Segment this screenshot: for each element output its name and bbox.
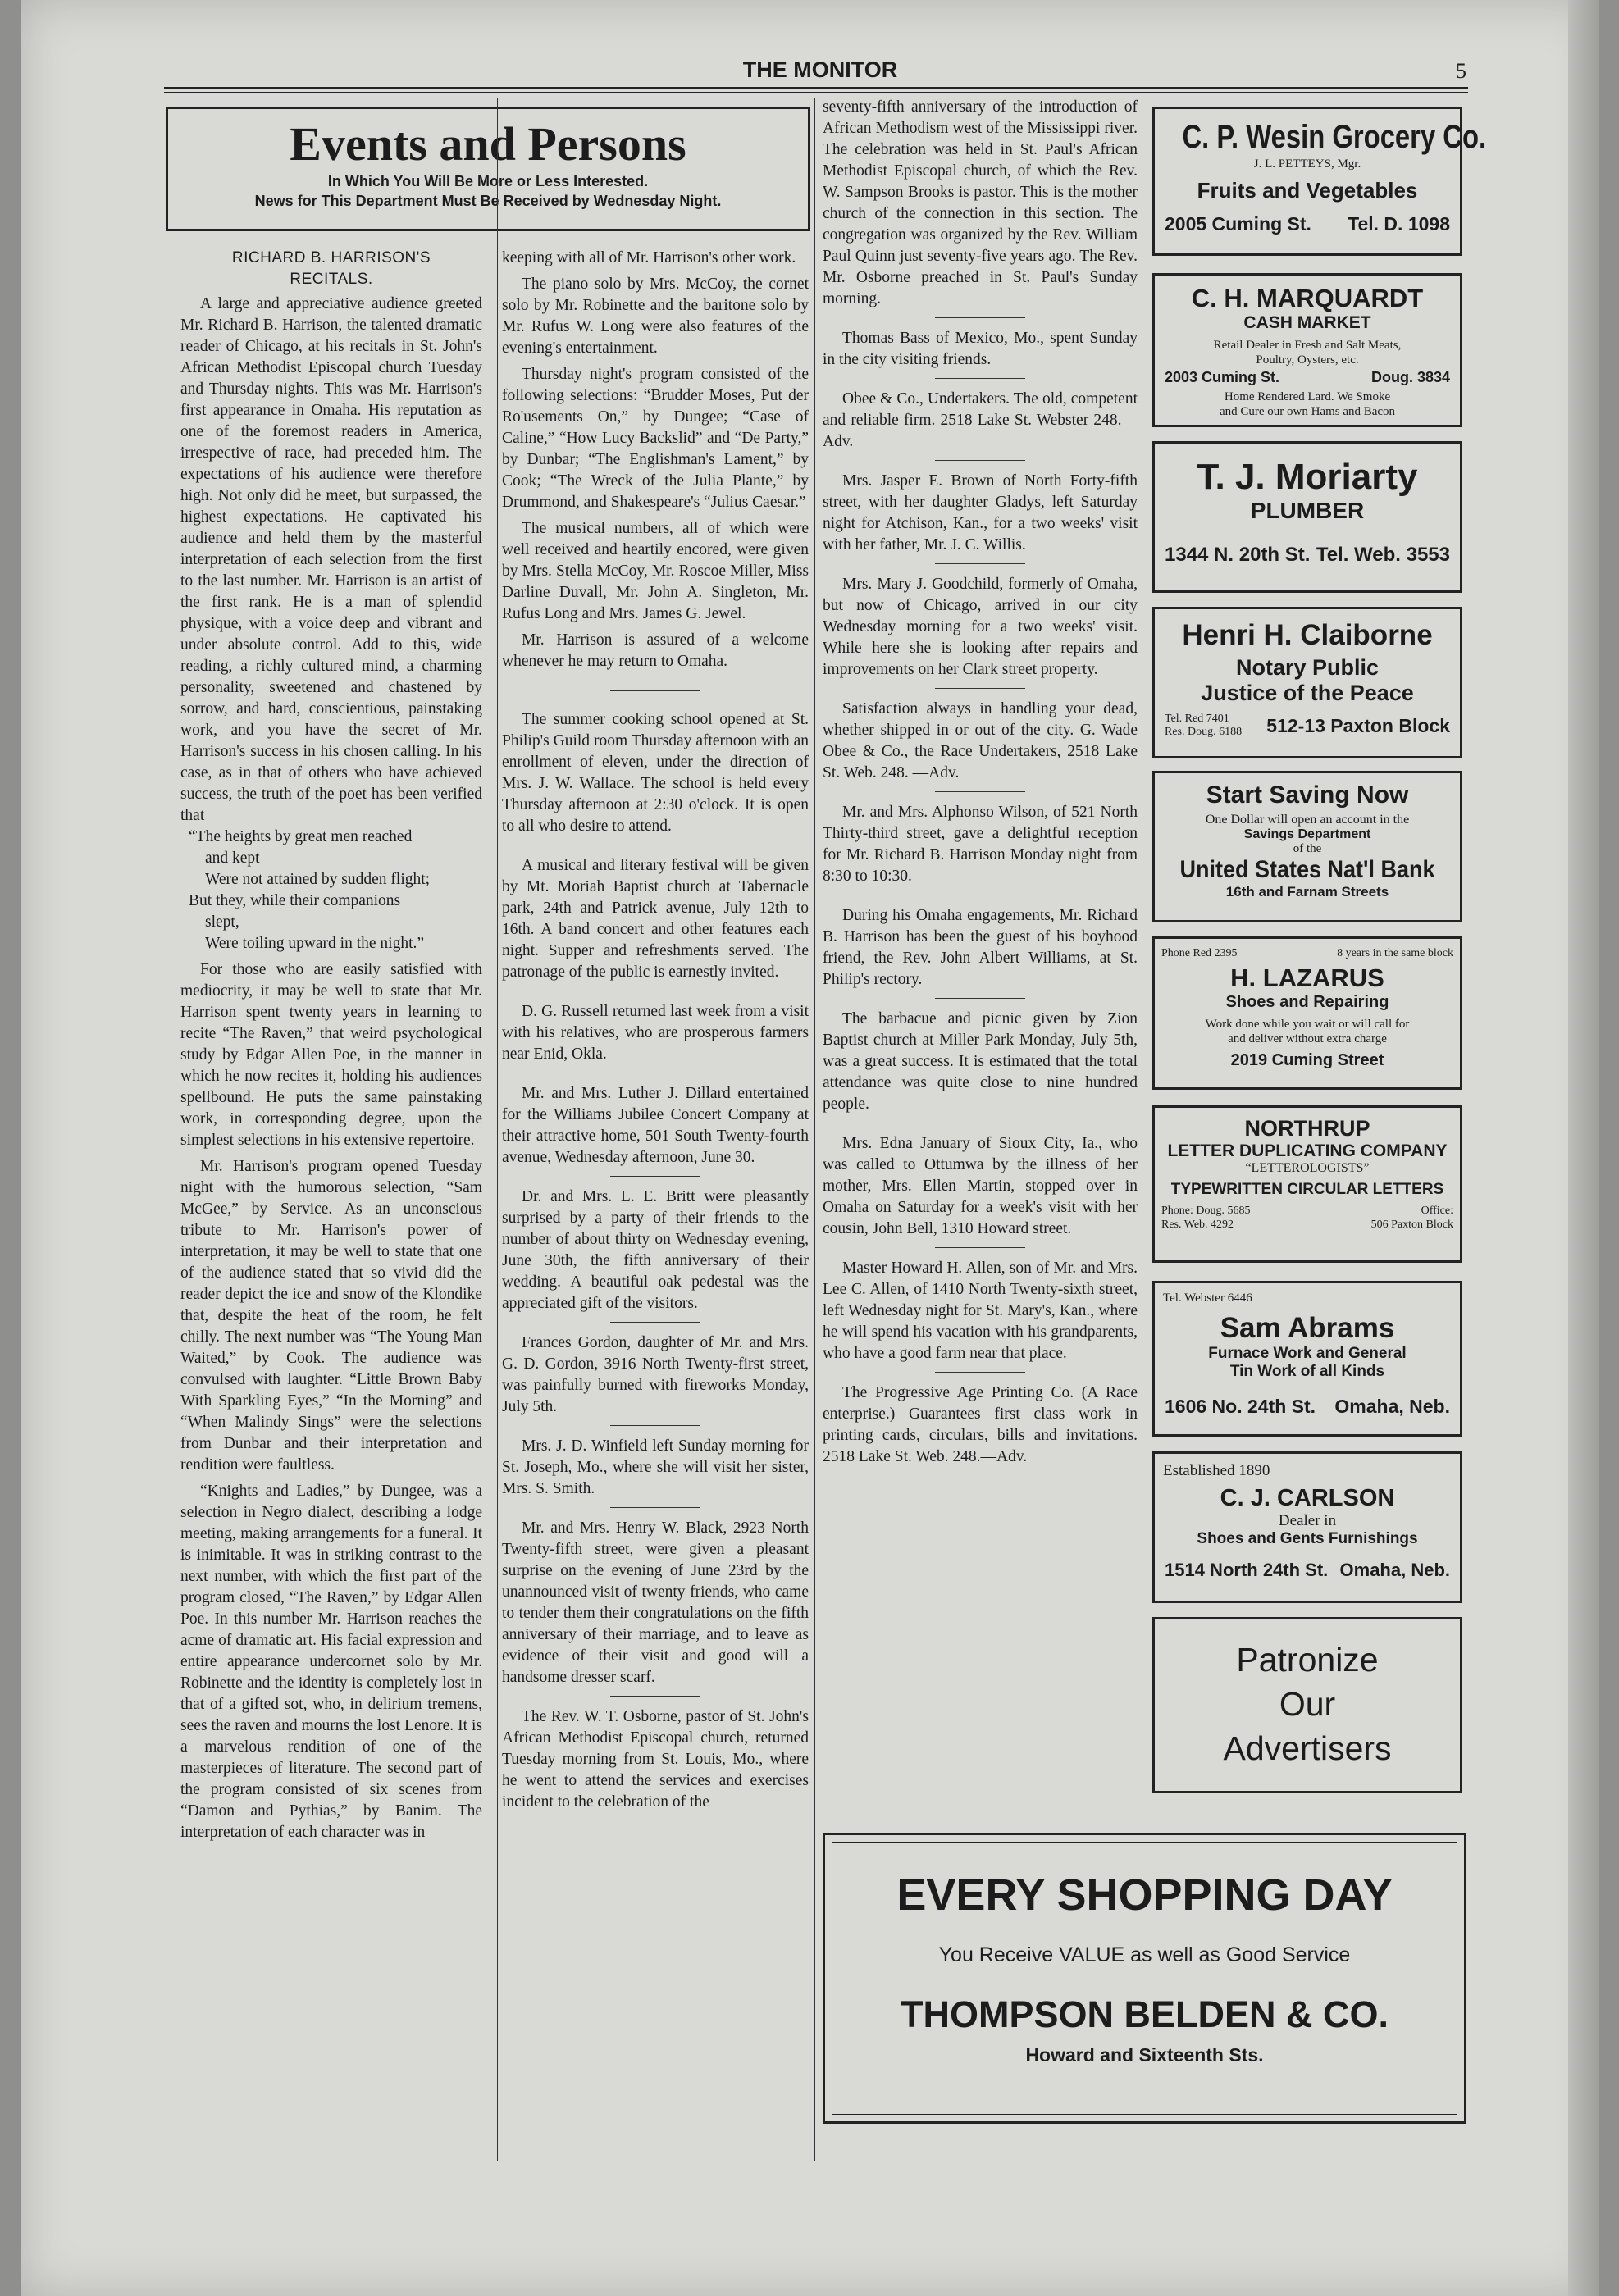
ad-telephone: Doug. 3834 <box>1370 369 1450 385</box>
ad-wesin-grocery <box>1152 107 1487 256</box>
article-column-3 <box>823 97 1138 1468</box>
ad-name: Henri H. Claiborne <box>1182 619 1433 651</box>
article-paragraph: Mr. Harrison's program opened Tuesday night with the humorous selection, “Sam McGee,” by Service. As an unconscious tribute to Mr. Harrison's power of interpretation, it may be well to state that one of the audience stated that so vivid did the reader depict the ice and snow of the Klondike that, despite the heat of the room, he felt chilly. The next number was “The Young Man Waited,” by Cook. The audience was convulsed with laughter. “Little Brown Baby With Sparkling Eyes,” “In the Morning” and “When Malindy Sings” were the selections from Dunbar and their interpretation and rendition were faultless. <box>180 1158 482 1474</box>
article-heading: RICHARD B. HARRISON'S <box>231 249 431 266</box>
ad-name: T. J. Moriarty <box>1197 457 1418 497</box>
ad-telephone: Res. Web. 4292 <box>1161 1219 1234 1231</box>
ad-address: 2019 Cuming Street <box>1230 1051 1384 1069</box>
article-paragraph: The musical numbers, all of which were well received and heartily encored, were given by Mrs. Stella McCoy, Mr. Roscoe Miller, Miss Darline Duvall, Mr. John A. Singleton, Mr. Rufus Long and Mrs. James G. Jewel. <box>502 520 809 622</box>
ad-line: Our <box>1279 1685 1336 1723</box>
separator <box>935 791 1025 792</box>
ad-subtitle: CASH MARKET <box>1243 313 1371 332</box>
ad-address-row <box>1155 713 1460 739</box>
separator <box>610 1696 700 1697</box>
ad-text: You Receive VALUE as well as Good Service <box>938 1943 1351 1966</box>
poem-line: Were toiling upward in the night.” <box>205 935 425 952</box>
events-subtitle: In Which You Will Be More or Less Interested. <box>327 173 649 189</box>
ad-top-row <box>1155 947 1460 960</box>
events-title: Events and Persons <box>290 117 686 171</box>
ad-text: Poultry, Oysters, etc. <box>1256 353 1359 367</box>
ad-address-row <box>1155 213 1460 235</box>
ad-text: and Cure our own Hams and Bacon <box>1219 405 1396 418</box>
poem-line: But they, while their companions <box>189 892 401 909</box>
page-edge <box>1568 0 1599 2296</box>
separator <box>935 1372 1025 1373</box>
ad-telephones <box>1161 1204 1251 1232</box>
news-item: Mrs. Jasper E. Brown of North Forty-fifth street, with her daughter Gladys, left Saturday night for Atchison, Kan., for a two weeks' visit with her father, Mr. J. C. Willis. <box>823 472 1138 554</box>
news-item: During his Omaha engagements, Mr. Richard B. Harrison has been the guest of his boyhood friend, the Rev. John Albert Williams, at St. Philip's rectory. <box>823 907 1138 988</box>
article-paragraph: For those who are easily satisfied with mediocrity, it may be well to state that Mr. Harrison spent twenty years in learning to recite “The Raven,” that weird psychological study by Edgar Allen Poe, in the manner in which he now recites it, holding his audiences spellbound. He puts the same painstaking work, in corresponding degree, upon the simplest selections in his extensive repertoire. <box>180 961 482 1149</box>
ad-subtitle: PLUMBER <box>1250 498 1365 523</box>
ad-headline: Start Saving Now <box>1206 781 1409 809</box>
ad-line: Advertisers <box>1223 1729 1392 1767</box>
events-deadline: News for This Department Must Be Received by Wednesday Night. <box>254 193 722 209</box>
poem-line: Were not attained by sudden flight; <box>205 871 431 888</box>
news-item: The summer cooking school opened at St. Philip's Guild room Thursday afternoon with an enrollment of eleven, under the direction of Mrs. J. W. Wallace. The school is held every Thursday afternoon at 2:30 o'clock. It is open to all who desire to attend. <box>502 711 809 835</box>
separator <box>935 378 1025 379</box>
ad-telephone: Tel. Red 7401 <box>1165 713 1229 725</box>
article-column-1 <box>180 248 482 1843</box>
separator <box>935 317 1025 318</box>
news-item: Mr. and Mrs. Alphonso Wilson, of 521 North Thirty-third street, gave a delightful reception for Mr. Richard B. Harrison Monday night from 8:30 to 10:30. <box>823 804 1138 885</box>
ad-telephones <box>1165 713 1242 739</box>
ad-line: LETTER DUPLICATING COMPANY <box>1167 1141 1448 1160</box>
masthead-title: THE MONITOR <box>742 57 898 82</box>
ad-city: Omaha, Neb. <box>1339 1560 1450 1580</box>
ad-subtitle: Shoes and Repairing <box>1225 993 1389 1011</box>
separator <box>935 563 1025 564</box>
news-item: Mrs. Mary J. Goodchild, formerly of Omaha, but now of Chicago, arrived in our city Wednesday morning for a two weeks' visit. While here she is looking after repairs and improvements on her Clark street property. <box>823 576 1138 678</box>
ad-telephone: Tel. D. 1098 <box>1348 213 1450 235</box>
article-column-2 <box>502 248 809 1813</box>
separator <box>610 1507 700 1508</box>
separator <box>610 1322 700 1323</box>
ad-text: 8 years in the same block <box>1337 947 1453 959</box>
article-paragraph: “Knights and Ladies,” by Dungee, was a selection in Negro dialect, describing a lodge meeting, making arrangements for a funeral. It is inimitable. It was in striking contrast to the next number, with which the first part of the program closed, “The Raven,” by Edgar Allen Poe. In this number Mr. Harrison reaches the acme of dramatic art. His facial expression and entire appearance undercornet solo by Mr. Robinette and the identity is completely lost in that of a gifted sot, who, in delirium tremens, sees the raven and mourns the lost Lenore. It is a marvelous rendition of one of the masterpieces of literature. The second part of the program consisted of six scenes from “Damon and Pythias,” by Banim. The interpretation of each character was in <box>180 1483 482 1841</box>
news-item: A musical and literary festival will be given by Mt. Moriah Baptist church at Tabernacle park, 24th and Patrick avenue, July 12th to 16th. A band concert and other features each night. Supper and refreshments served. The patronage of the public is earnestly invited. <box>502 857 809 981</box>
ad-line: Shoes and Gents Furnishings <box>1197 1530 1418 1547</box>
ad-address: 2003 Cuming St. <box>1165 369 1280 385</box>
ad-address: 1514 North 24th St. <box>1165 1560 1329 1580</box>
ad-line: Tin Work of all Kinds <box>1229 1363 1385 1380</box>
news-item: Satisfaction always in handling your dead, whether shipped in or out of the city. G. Wade Obee & Co., the Race Undertakers, 2518 Lake St. Web. 248. —Adv. <box>823 700 1138 781</box>
ad-carlson-shoes <box>1152 1451 1462 1603</box>
ad-name: C. H. MARQUARDT <box>1191 284 1424 312</box>
ad-address: Howard and Sixteenth Sts. <box>1025 2044 1264 2066</box>
news-item: Frances Gordon, daughter of Mr. and Mrs. G. D. Gordon, 3916 North Twenty-first street, was painfully burned with fireworks Monday, July 5th. <box>502 1334 809 1415</box>
ad-line: Patronize <box>1236 1641 1379 1679</box>
article-paragraph: The piano solo by Mrs. McCoy, the cornet solo by Mr. Robinette and the baritone solo by Mr. Rufus W. Long were also features of the evening's entertainment. <box>502 276 809 357</box>
ad-name: Sam Abrams <box>1220 1312 1395 1344</box>
ad-northrup-letters <box>1152 1105 1462 1263</box>
ad-thompson-belden <box>823 1833 1466 2124</box>
ad-address: 1344 N. 20th St. <box>1165 544 1311 566</box>
ad-telephone: Phone: Doug. 5685 <box>1161 1205 1251 1217</box>
separator <box>610 1176 700 1177</box>
poem-line: slept, <box>205 913 239 931</box>
ad-telephone: Tel. Web. 3553 <box>1316 544 1450 566</box>
news-item: Dr. and Mrs. L. E. Britt were pleasantly surprised by a party of their friends to the number of about thirty on Wednesday evening, June 30th, the fifth anniversary of their wedding. A beautiful oak pedestal was the appreciated gift of the visitors. <box>502 1188 809 1312</box>
ad-name: C. J. CARLSON <box>1220 1485 1395 1511</box>
ad-text: Office: <box>1421 1205 1453 1217</box>
header-rule-thin <box>164 92 1468 93</box>
ad-lazarus-shoes <box>1152 936 1462 1090</box>
news-item: The Progressive Age Printing Co. (A Race enterprise.) Guarantees first class work in printing cards, circulars, bills and invitations. 2518 Lake St. Web. 248.—Adv. <box>823 1384 1138 1465</box>
news-item: seventy-fifth anniversary of the introduction of African Methodism west of the Mississippi river. The celebration was held in St. Paul's African Methodist Episcopal church, of which the Rev. W. Sampson Brooks is pastor. This is the mother church of the connection in this section. The congregation was organized by the Rev. William Paul Quinn just seventy-five years ago. The Rev. Mr. Osborne preached in St. Paul's Sunday morning. <box>823 98 1138 308</box>
ad-text: Retail Dealer in Fresh and Salt Meats, <box>1213 339 1402 352</box>
column-rule <box>497 98 498 2161</box>
separator <box>935 998 1025 999</box>
column-rule <box>814 98 815 2161</box>
ad-address-row <box>1155 369 1460 386</box>
news-item: D. G. Russell returned last week from a visit with his relatives, who are prosperous farmers near Enid, Okla. <box>502 1003 809 1063</box>
ad-marquardt-market <box>1152 273 1462 427</box>
events-header-box <box>166 107 810 231</box>
ad-patronize-advertisers <box>1152 1617 1462 1793</box>
ad-address: 16th and Farnam Streets <box>1225 884 1389 900</box>
ad-address: 1606 No. 24th St. <box>1165 1396 1316 1417</box>
article-paragraph: A large and appreciative audience greeted Mr. Richard B. Harrison, the talented dramatic reader of Chicago, at his recitals in St. John's African Methodist Episcopal church Tuesday and Thursday nights. This was Mr. Harrison's first appearance in Omaha. His reputation as one of the foremost readers in America, irrespective of race, had preceded him. The expectations of his audience were therefore high. Not only did he meet, but surpassed, the highest expectations. He captivated his audience and held them by the masterful interpretation of each selection from the first to the last number. Mr. Harrison is an artist of the first rank. He is a man of splendid physique, with a voice deep and vibrant and under absolute control. Add to this, wide reading, a richly cultured mind, a charming personality, sweetened and chastened by sorrow, and hard, conscientious, painstaking work, and you have the secret of Mr. Harrison's success in his chosen calling. In his case, as in that of others who have achieved success, the truth of the poet has been verified that <box>180 295 482 824</box>
news-item: Obee & Co., Undertakers. The old, competent and reliable firm. 2518 Lake St. Webster 248.—Adv. <box>823 390 1138 450</box>
ad-text: Home Rendered Lard. We Smoke <box>1224 390 1391 403</box>
article-paragraph: keeping with all of Mr. Harrison's other work. <box>502 249 796 266</box>
ad-established: Established 1890 <box>1163 1462 1270 1479</box>
ad-text: Savings Department <box>1243 827 1371 841</box>
ad-office <box>1371 1204 1453 1232</box>
ad-name: C. P. Wesin Grocery Co. <box>1182 119 1487 155</box>
ad-telephone: Res. Doug. 6188 <box>1165 726 1243 738</box>
ad-line: Notary Public <box>1235 655 1380 680</box>
ad-city: Omaha, Neb. <box>1334 1396 1450 1417</box>
article-paragraph: Mr. Harrison is assured of a welcome whenever he may return to Omaha. <box>502 631 809 670</box>
ad-address-row <box>1155 544 1460 567</box>
ad-address: 512-13 Paxton Block <box>1266 714 1450 736</box>
ad-name: NORTHRUP <box>1244 1116 1370 1141</box>
ad-line: “LETTEROLOGISTS” <box>1245 1161 1370 1175</box>
ad-name: H. LAZARUS <box>1230 963 1384 992</box>
ad-name: THOMPSON BELDEN & CO. <box>900 1993 1389 2035</box>
news-item: Mrs. J. D. Winfield left Sunday morning for St. Joseph, Mo., where she will visit her sister, Mrs. S. Smith. <box>502 1437 809 1497</box>
ad-line: Justice of the Peace <box>1201 681 1414 705</box>
ad-address: 2005 Cuming St. <box>1165 213 1311 235</box>
ad-text: of the <box>1293 842 1322 855</box>
separator <box>935 1247 1025 1248</box>
ad-line: Fruits and Vegetables <box>1197 178 1418 203</box>
ad-headline: EVERY SHOPPING DAY <box>896 1870 1393 1920</box>
ad-line: Furnace Work and General <box>1208 1345 1407 1362</box>
article-heading: RECITALS. <box>290 271 373 288</box>
ad-address-row <box>1155 1560 1460 1581</box>
news-item: The Rev. W. T. Osborne, pastor of St. John's African Methodist Episcopal church, returned Tuesday morning from St. Louis, Mo., where he went to attend the services and exercises incident to the celebration of the <box>502 1708 809 1811</box>
header-rule <box>164 87 1468 89</box>
ad-claiborne-notary <box>1152 607 1462 758</box>
news-item: Thomas Bass of Mexico, Mo., spent Sunday in the city visiting friends. <box>823 330 1138 368</box>
ad-address-row <box>1155 1396 1460 1418</box>
news-item: Mrs. Edna January of Sioux City, Ia., who was called to Ottumwa by the illness of her mother, Mrs. Ellen Martin, stopped over in Omaha on Saturday for a week's visit with her cousin, John Bell, 1310 Howard street. <box>823 1135 1138 1237</box>
news-item: The barbacue and picnic given by Zion Baptist church at Miller Park Monday, July 5th, was a great success. It is estimated that the total attendance was quite close to nine hundred people. <box>823 1010 1138 1113</box>
ad-address: 506 Paxton Block <box>1370 1219 1453 1231</box>
ad-text: Work done while you wait or will call for <box>1205 1018 1410 1031</box>
ad-manager: J. L. PETTEYS, Mgr. <box>1253 157 1361 171</box>
ad-sam-abrams <box>1152 1281 1462 1437</box>
news-item: Mr. and Mrs. Henry W. Black, 2923 North Twenty-fifth street, were given a pleasant surprise on the evening of June 23rd by the unannounced visit of twenty friends, who came to tender them their congratulations on the fifth anniversary of their marriage, and to leave as evidence of their visit and good will a handsome dresser scarf. <box>502 1519 809 1686</box>
ad-text: Dealer in <box>1278 1512 1337 1529</box>
ad-line: TYPEWRITTEN CIRCULAR LETTERS <box>1170 1181 1444 1198</box>
ad-telephone: Phone Red 2395 <box>1161 947 1238 959</box>
ad-telephone: Tel. Webster 6446 <box>1163 1292 1252 1305</box>
separator <box>610 690 700 691</box>
ad-text: One Dollar will open an account in the <box>1205 813 1410 827</box>
poem-line: and kept <box>205 850 260 867</box>
news-item: Mr. and Mrs. Luther J. Dillard entertained for the Williams Jubilee Concert Company at their attractive home, 501 South Twenty-fourth avenue, Wednesday afternoon, June 30. <box>502 1085 809 1166</box>
poem-line: “The heights by great men reached <box>189 828 413 845</box>
article-paragraph: Thursday night's program consisted of the following selections: “Brudder Moses, Put der Ro'usements On,” by Dungee; “Case of Caline,” “How Lucy Backslid” and “De Party,” by Dunbar; “The Englishman's Lament,” by Cook; “The Wreck of the Julia Plante,” by Drummond, and Shakespeare's “Julius Caesar.” <box>502 366 809 511</box>
news-item: Master Howard H. Allen, son of Mr. and Mrs. Lee C. Allen, of 1410 North Twenty-sixth street, left Wednesday night for St. Mary's, Kan., where he will spend his vacation with his grandparents, who have a good farm near that place. <box>823 1260 1138 1362</box>
ad-name: United States Nat'l Bank <box>1179 856 1435 883</box>
separator <box>935 688 1025 689</box>
ad-contact-row <box>1155 1204 1460 1232</box>
ad-text: and deliver without extra charge <box>1228 1032 1387 1046</box>
ad-moriarty-plumber <box>1152 441 1462 593</box>
page-number: 5 <box>1456 59 1466 83</box>
separator <box>610 1425 700 1426</box>
separator <box>935 460 1025 461</box>
ad-us-national-bank <box>1152 771 1462 922</box>
